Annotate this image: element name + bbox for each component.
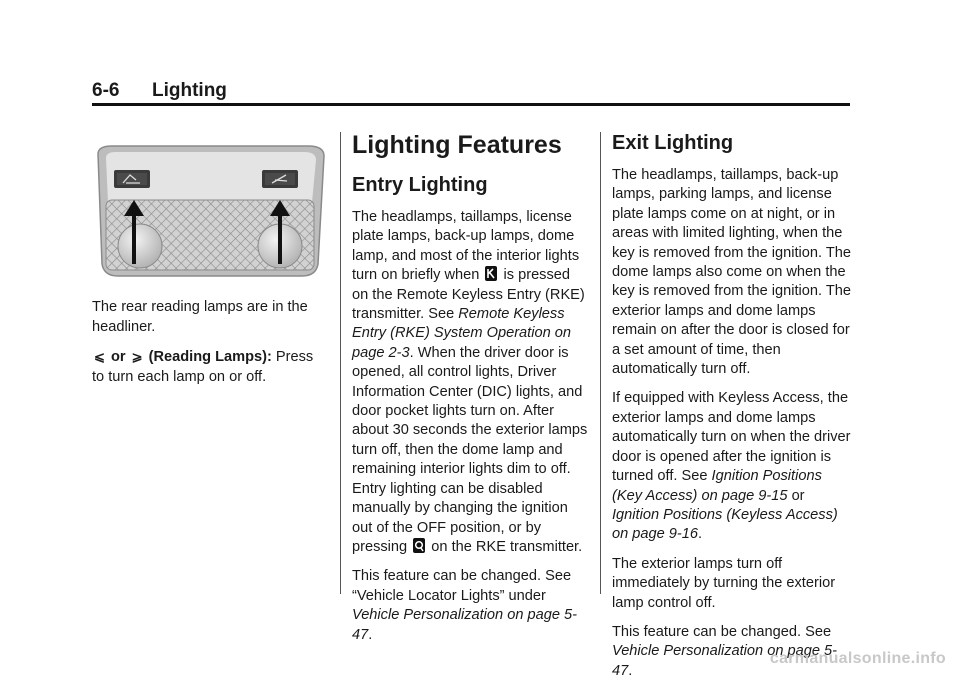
text-run: This feature can be changed. See “Vehicle Locator Lights” under bbox=[352, 568, 572, 604]
reading-lamp-right-icon: ⩾ bbox=[131, 349, 143, 365]
text-run: This feature can be changed. See bbox=[612, 623, 832, 640]
lighting-features-heading: Lighting Features bbox=[352, 131, 562, 159]
exit-lighting-paragraph-2 bbox=[612, 389, 852, 544]
exit-lighting-heading: Exit Lighting bbox=[612, 132, 734, 154]
term-or: or bbox=[110, 349, 126, 366]
entry-lighting-heading: Entry Lighting bbox=[352, 174, 488, 196]
section-title: Lighting bbox=[152, 80, 227, 101]
text-run: . When the driver door is opened, all control lights, Driver Information Center (DIC) lights, and door pocket lights turn on. After about 30 seconds the exterior lamps turn off, then the dome lamp and remaining interior lights dim to off. Entry lighting can be disabled manually by changing the ignition out of the OFF position, or by pressing bbox=[352, 344, 588, 555]
header-rule bbox=[92, 103, 850, 106]
watermark: carmanualsonline.info bbox=[769, 650, 946, 667]
text-run: . bbox=[368, 626, 373, 643]
text-run: The headlamps, taillamps, license plate lamps, back-up lamps, dome lamp, and most of the interior lights turn on briefly when bbox=[352, 209, 580, 284]
rke-operation-link[interactable]: Remote Keyless Entry (RKE) System Operation on page 2-3 bbox=[352, 306, 571, 361]
text-run: on the RKE transmitter. bbox=[431, 538, 583, 555]
ignition-keyless-access-link[interactable]: Ignition Positions (Keyless Access) on page 9-16 bbox=[612, 506, 838, 543]
personalization-paragraph bbox=[352, 567, 590, 645]
text-run: If equipped with Keyless Access, the exterior lamps and dome lamps automatically turn on when the driver door is opened after the ignition is turned off. See bbox=[612, 390, 851, 485]
reading-lamps-illustration bbox=[92, 144, 328, 280]
term-label: (Reading Lamps): bbox=[148, 349, 272, 366]
exit-lighting-paragraph-1: The headlamps, taillamps, back-up lamps, parking lamps, and license plate lamps come on at night, or in areas with limited lighting, when the key is removed from the ignition. The dome lamps also come on when the key is removed from the ignition. The exterior lamps and dome lamps remain on after the door is closed for a set amount of time, then automatically turn off. bbox=[612, 167, 852, 378]
column-middle bbox=[352, 130, 590, 655]
reading-lamp-left-icon: ⩽ bbox=[94, 349, 105, 365]
vehicle-personalization-link[interactable]: Vehicle Personalization on page 5-47 bbox=[352, 607, 577, 643]
text-run: . bbox=[628, 662, 633, 679]
exit-lighting-paragraph-3: The exterior lamps turn off immediately by turning the exterior lamp control off. bbox=[612, 555, 836, 611]
unlock-key-icon bbox=[485, 266, 497, 281]
column-left bbox=[92, 130, 328, 397]
vehicle-personalization-link[interactable]: Vehicle Personalization on page 5-47 bbox=[612, 643, 837, 679]
ignition-key-access-link[interactable]: Ignition Positions (Key Access) on page 9-15 bbox=[612, 468, 822, 504]
column-divider bbox=[340, 132, 341, 594]
text-run: is pressed on the Remote Keyless Entry (RKE) transmitter. See bbox=[352, 267, 585, 323]
column-divider bbox=[600, 132, 601, 594]
text-run: . bbox=[698, 526, 703, 543]
page-header bbox=[92, 80, 850, 106]
text-run: or bbox=[791, 487, 805, 504]
page-number: 6-6 bbox=[92, 80, 120, 101]
column-right bbox=[612, 130, 852, 691]
term-body: Press to turn each lamp on or off. bbox=[92, 349, 314, 385]
lock-key-icon bbox=[413, 538, 425, 553]
figure-caption: The rear reading lamps are in the headliner. bbox=[92, 299, 308, 335]
entry-lighting-paragraph bbox=[352, 208, 590, 557]
reading-lamps-description bbox=[92, 347, 328, 387]
